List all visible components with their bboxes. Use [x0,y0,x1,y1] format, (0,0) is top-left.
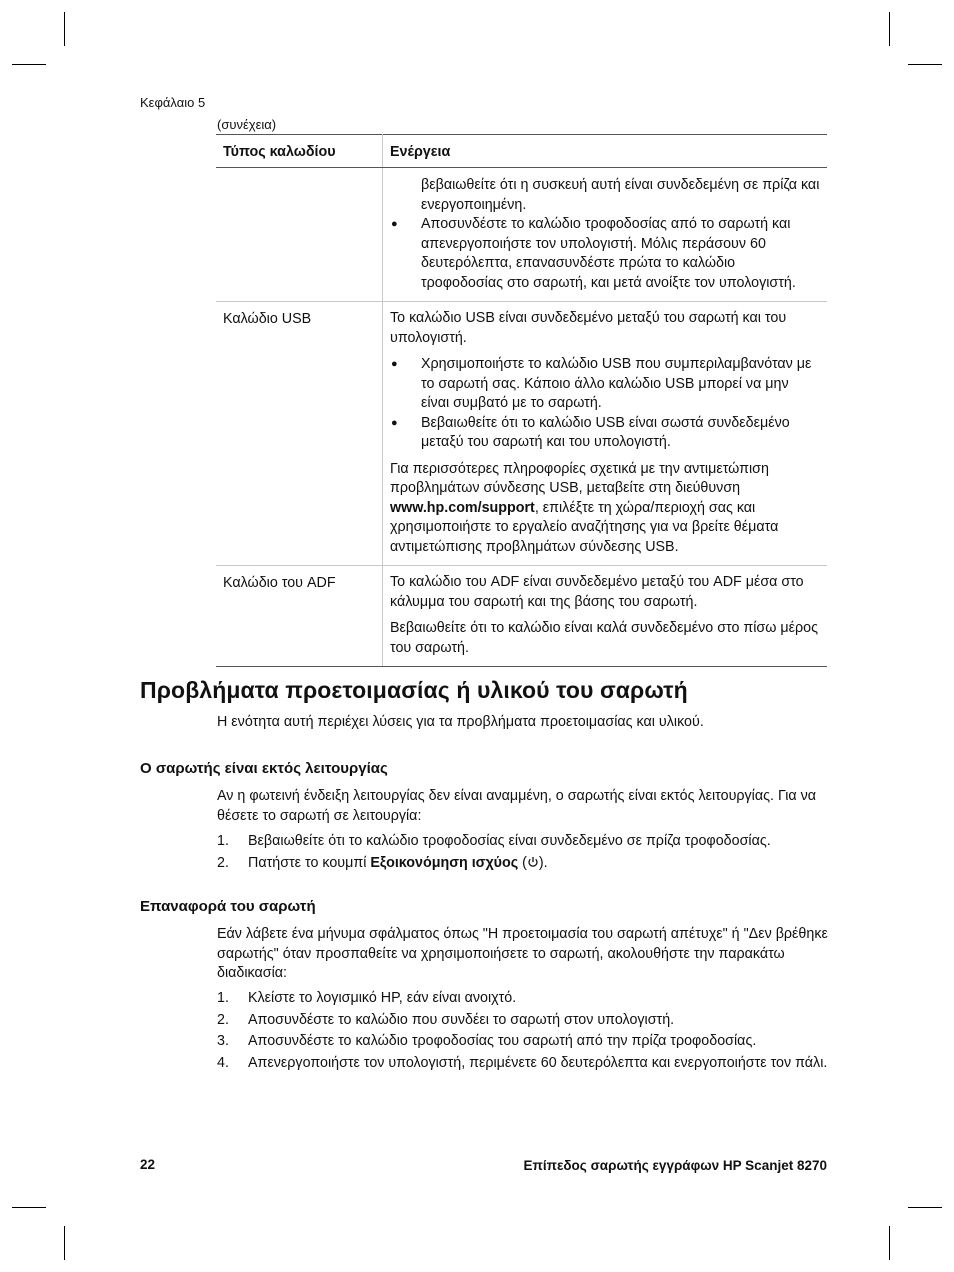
section-intro: Η ενότητα αυτή περιέχει λύσεις για τα προβλήματα προετοιμασίας και υλικού. [217,714,704,730]
list-item [217,832,829,852]
cell-intro: Το καλώδιο USB είναι συνδεδεμένο μεταξύ του σαρωτή και του υπολογιστή. [390,310,787,346]
list-number: 1. [217,833,229,849]
list-number: 2. [217,1011,229,1028]
list-item [217,1011,829,1031]
step-text: Πατήστε το κουμπί [248,854,371,871]
action-cell [383,168,828,302]
cable-type-cell: Καλώδιο του ADF [216,566,383,667]
cell-outro [390,460,820,558]
column-header-action: Ενέργεια [383,135,828,168]
cell-outro-text: , επιλέξτε τη χώρα/περιοχή σας και χρησιμοποιήστε το εργαλείο αναζήτησης για να βρείτε θέματα αντιμετώπισης προβλημάτων σύνδεσης USB. [390,499,779,555]
step-text: ( [518,854,527,871]
list-number: 3. [217,1033,229,1049]
page-number: 22 [140,1157,156,1172]
action-cell [383,566,828,667]
list-item [217,989,829,1009]
bullet-list [390,355,820,453]
section-title: Προβλήματα προετοιμασίας ή υλικού του σαρωτή [140,677,688,703]
subsection-title: Επαναφορά του σαρωτή [140,898,316,915]
list-item-text [248,854,548,874]
column-header-cable-type: Τύπος καλωδίου [216,135,383,168]
table-row [216,302,827,566]
subsection-intro: Αν η φωτεινή ένδειξη λειτουργίας δεν είναι αναμμένη, ο σαρωτής είναι εκτός λειτουργίας. Για να θέσετε το σαρωτή σε λειτουργία: [217,788,817,824]
list-item: ● Βεβαιωθείτε ότι το καλώδιο USB είναι σωστά συνδεδεμένο μεταξύ του σαρωτή και του υπολογιστή. [390,414,820,453]
action-cell [383,302,828,566]
list-number: 2. [217,854,229,871]
power-icon [527,856,539,868]
numbered-list [217,832,829,875]
list-item: ● Αποσυνδέστε το καλώδιο τροφοδοσίας από το σαρωτή και απενεργοποιήστε τον υπολογιστή. Μόλις περάσουν 60 δευτερόλεπτα, επανασυνδέστε πρώτα το καλώδιο τροφοδοσίας στο σαρωτή, και μετά ανοίξτε τον υπολογιστή. [390,215,820,293]
footer-title: Επίπεδος σαρωτής εγγράφων HP Scanjet 8270 [523,1158,827,1173]
crop-mark [889,12,890,46]
list-number: 4. [217,1054,229,1071]
list-item-text: Βεβαιωθείτε ότι το καλώδιο τροφοδοσίας είναι συνδεδεμένο σε πρίζα τροφοδοσίας. [248,833,771,849]
numbered-list [217,989,829,1075]
cell-intro: Το καλώδιο του ADF είναι συνδεδεμένο μεταξύ του ADF μέσα στο κάλυμμα του σαρωτή και της βάσης του σαρωτή. [390,574,804,610]
continued-label: (συνέχεια) [217,117,277,132]
list-item: ● Χρησιμοποιήστε το καλώδιο USB που συμπεριλαμβανόταν με το σαρωτή σας. Κάποιο άλλο καλώδιο USB μπορεί να μην είναι συμβατό με το σαρωτή. [390,355,820,414]
list-item [217,1054,829,1074]
list-item-text: Κλείστε το λογισμικό HP, εάν είναι ανοιχτό. [248,990,517,1006]
cell-outro: Βεβαιωθείτε ότι το καλώδιο είναι καλά συνδεδεμένο στο πίσω μέρος του σαρωτή. [390,620,818,656]
table-row [216,566,827,667]
power-save-button-name: Εξοικονόμηση ισχύος [370,854,519,871]
list-item-text: Αποσυνδέστε το καλώδιο τροφοδοσίας του σαρωτή από την πρίζα τροφοδοσίας. [248,1033,757,1049]
cable-type-cell: Καλώδιο USB [216,302,383,566]
crop-mark [889,1226,890,1260]
chapter-label: Κεφάλαιο 5 [140,95,206,110]
crop-mark [64,1226,65,1260]
list-item [217,854,829,874]
list-item-text: Αποσυνδέστε το καλώδιο που συνδέει το σαρωτή στον υπολογιστή. [248,1011,675,1028]
crop-mark [12,1207,46,1208]
crop-mark [908,1207,942,1208]
support-link[interactable]: www.hp.com/support [390,499,535,516]
crop-mark [64,12,65,46]
table-header-row [216,135,827,168]
cell-outro-text: Για περισσότερες πληροφορίες σχετικά με την αντιμετώπιση προβλημάτων σύνδεσης USB, μεταβείτε στη διεύθυνση [390,460,769,496]
table-row [216,168,827,302]
list-item: βεβαιωθείτε ότι η συσκευή αυτή είναι συνδεδεμένη σε πρίζα και ενεργοποιημένη. [421,177,820,213]
crop-mark [12,64,46,65]
bullet-list [390,176,820,293]
subsection-title: Ο σαρωτής είναι εκτός λειτουργίας [140,760,388,777]
list-item-text: Απενεργοποιήστε τον υπολογιστή, περιμένετε 60 δευτερόλεπτα και ενεργοποιήστε τον πάλι. [248,1054,828,1071]
list-item [217,1032,829,1052]
subsection-intro: Εάν λάβετε ένα μήνυμα σφάλματος όπως "Η προετοιμασία του σαρωτή απέτυχε" ή "Δεν βρέθηκε σαρωτής" όταν προσπαθείτε να χρησιμοποιήσετε το σαρωτή, ακολουθήστε την παρακάτω διαδικασία: [217,926,828,981]
step-text: ). [538,854,548,871]
cable-type-cell [216,168,383,302]
troubleshooting-table [216,134,827,667]
crop-mark [908,64,942,65]
list-number: 1. [217,990,229,1006]
